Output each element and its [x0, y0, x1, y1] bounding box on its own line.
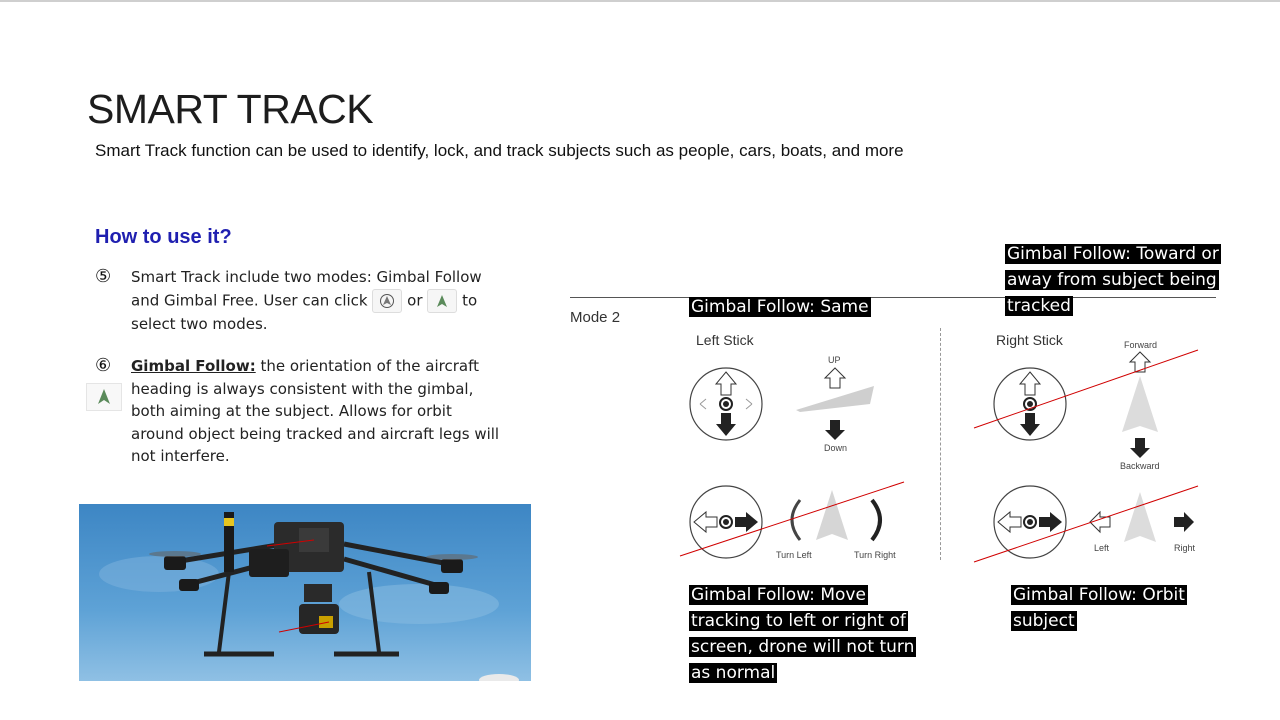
label-turn-left: Turn Left: [776, 550, 812, 560]
item-5-number: ⑤: [95, 266, 112, 286]
forward-backward-graphic: [1122, 352, 1158, 458]
caption-gimbal-toward-text: Gimbal Follow: Toward or away from subject being tracked: [1007, 244, 1219, 316]
label-turn-right: Turn Right: [854, 550, 896, 560]
item-5-text: [131, 266, 511, 335]
item-6-description: the orientation of the aircraft heading is always consistent with the gimbal, both aiming at the subject. Allows for orbit around object being tracked and aircraft legs will not interfere.: [131, 357, 500, 465]
caption-gimbal-toward: [1005, 241, 1240, 319]
label-right: Right: [1174, 543, 1196, 553]
caption-gimbal-same: [689, 294, 909, 320]
how-heading: How to use it?: [95, 226, 232, 248]
item-6-text: [131, 355, 506, 468]
left-stick-yaw: [690, 486, 762, 558]
slide-title: SMART TRACK: [87, 86, 374, 132]
slide-subtitle: Smart Track function can be used to identify, lock, and track subjects such as people, cars, boats, and more: [95, 141, 904, 160]
top-border: [0, 0, 1280, 2]
drone-photo: [79, 504, 531, 681]
item-5-text-a: Smart Track include two modes: Gimbal Follow and Gimbal Free. User can click: [131, 268, 482, 309]
gimbal-free-mode-icon[interactable]: [372, 289, 402, 313]
label-backward: Backward: [1120, 461, 1160, 471]
item-6-term: Gimbal Follow:: [131, 357, 256, 375]
altitude-graphic: [796, 368, 874, 440]
caption-gimbal-move-text: Gimbal Follow: Move tracking to left or right of screen, drone will not turn as normal: [691, 585, 915, 683]
label-left: Left: [1094, 543, 1110, 553]
right-stick-roll: [994, 486, 1066, 558]
label-forward: Forward: [1124, 340, 1158, 350]
item-5-text-b: to select two modes.: [131, 291, 478, 333]
label-up: UP: [828, 355, 841, 365]
caption-gimbal-orbit: [1011, 582, 1201, 634]
item-5-text-or: or: [407, 291, 423, 309]
stick-diagram: [670, 340, 1210, 570]
right-stick-label: Right Stick: [996, 332, 1063, 348]
caption-gimbal-orbit-text: Gimbal Follow: Orbit subject: [1013, 585, 1185, 631]
right-stick-pitch: [994, 368, 1066, 440]
label-down: Down: [824, 443, 848, 453]
caption-gimbal-move: [689, 582, 919, 686]
item-6-number: ⑥: [95, 355, 112, 375]
mode-label: Mode 2: [570, 309, 621, 326]
gimbal-follow-mode-icon[interactable]: [427, 289, 457, 313]
gimbal-follow-side-icon: [86, 383, 122, 411]
left-stick-throttle: [690, 368, 762, 440]
caption-gimbal-same-text: Gimbal Follow: Same: [691, 297, 869, 317]
left-stick-label: Left Stick: [696, 332, 754, 348]
